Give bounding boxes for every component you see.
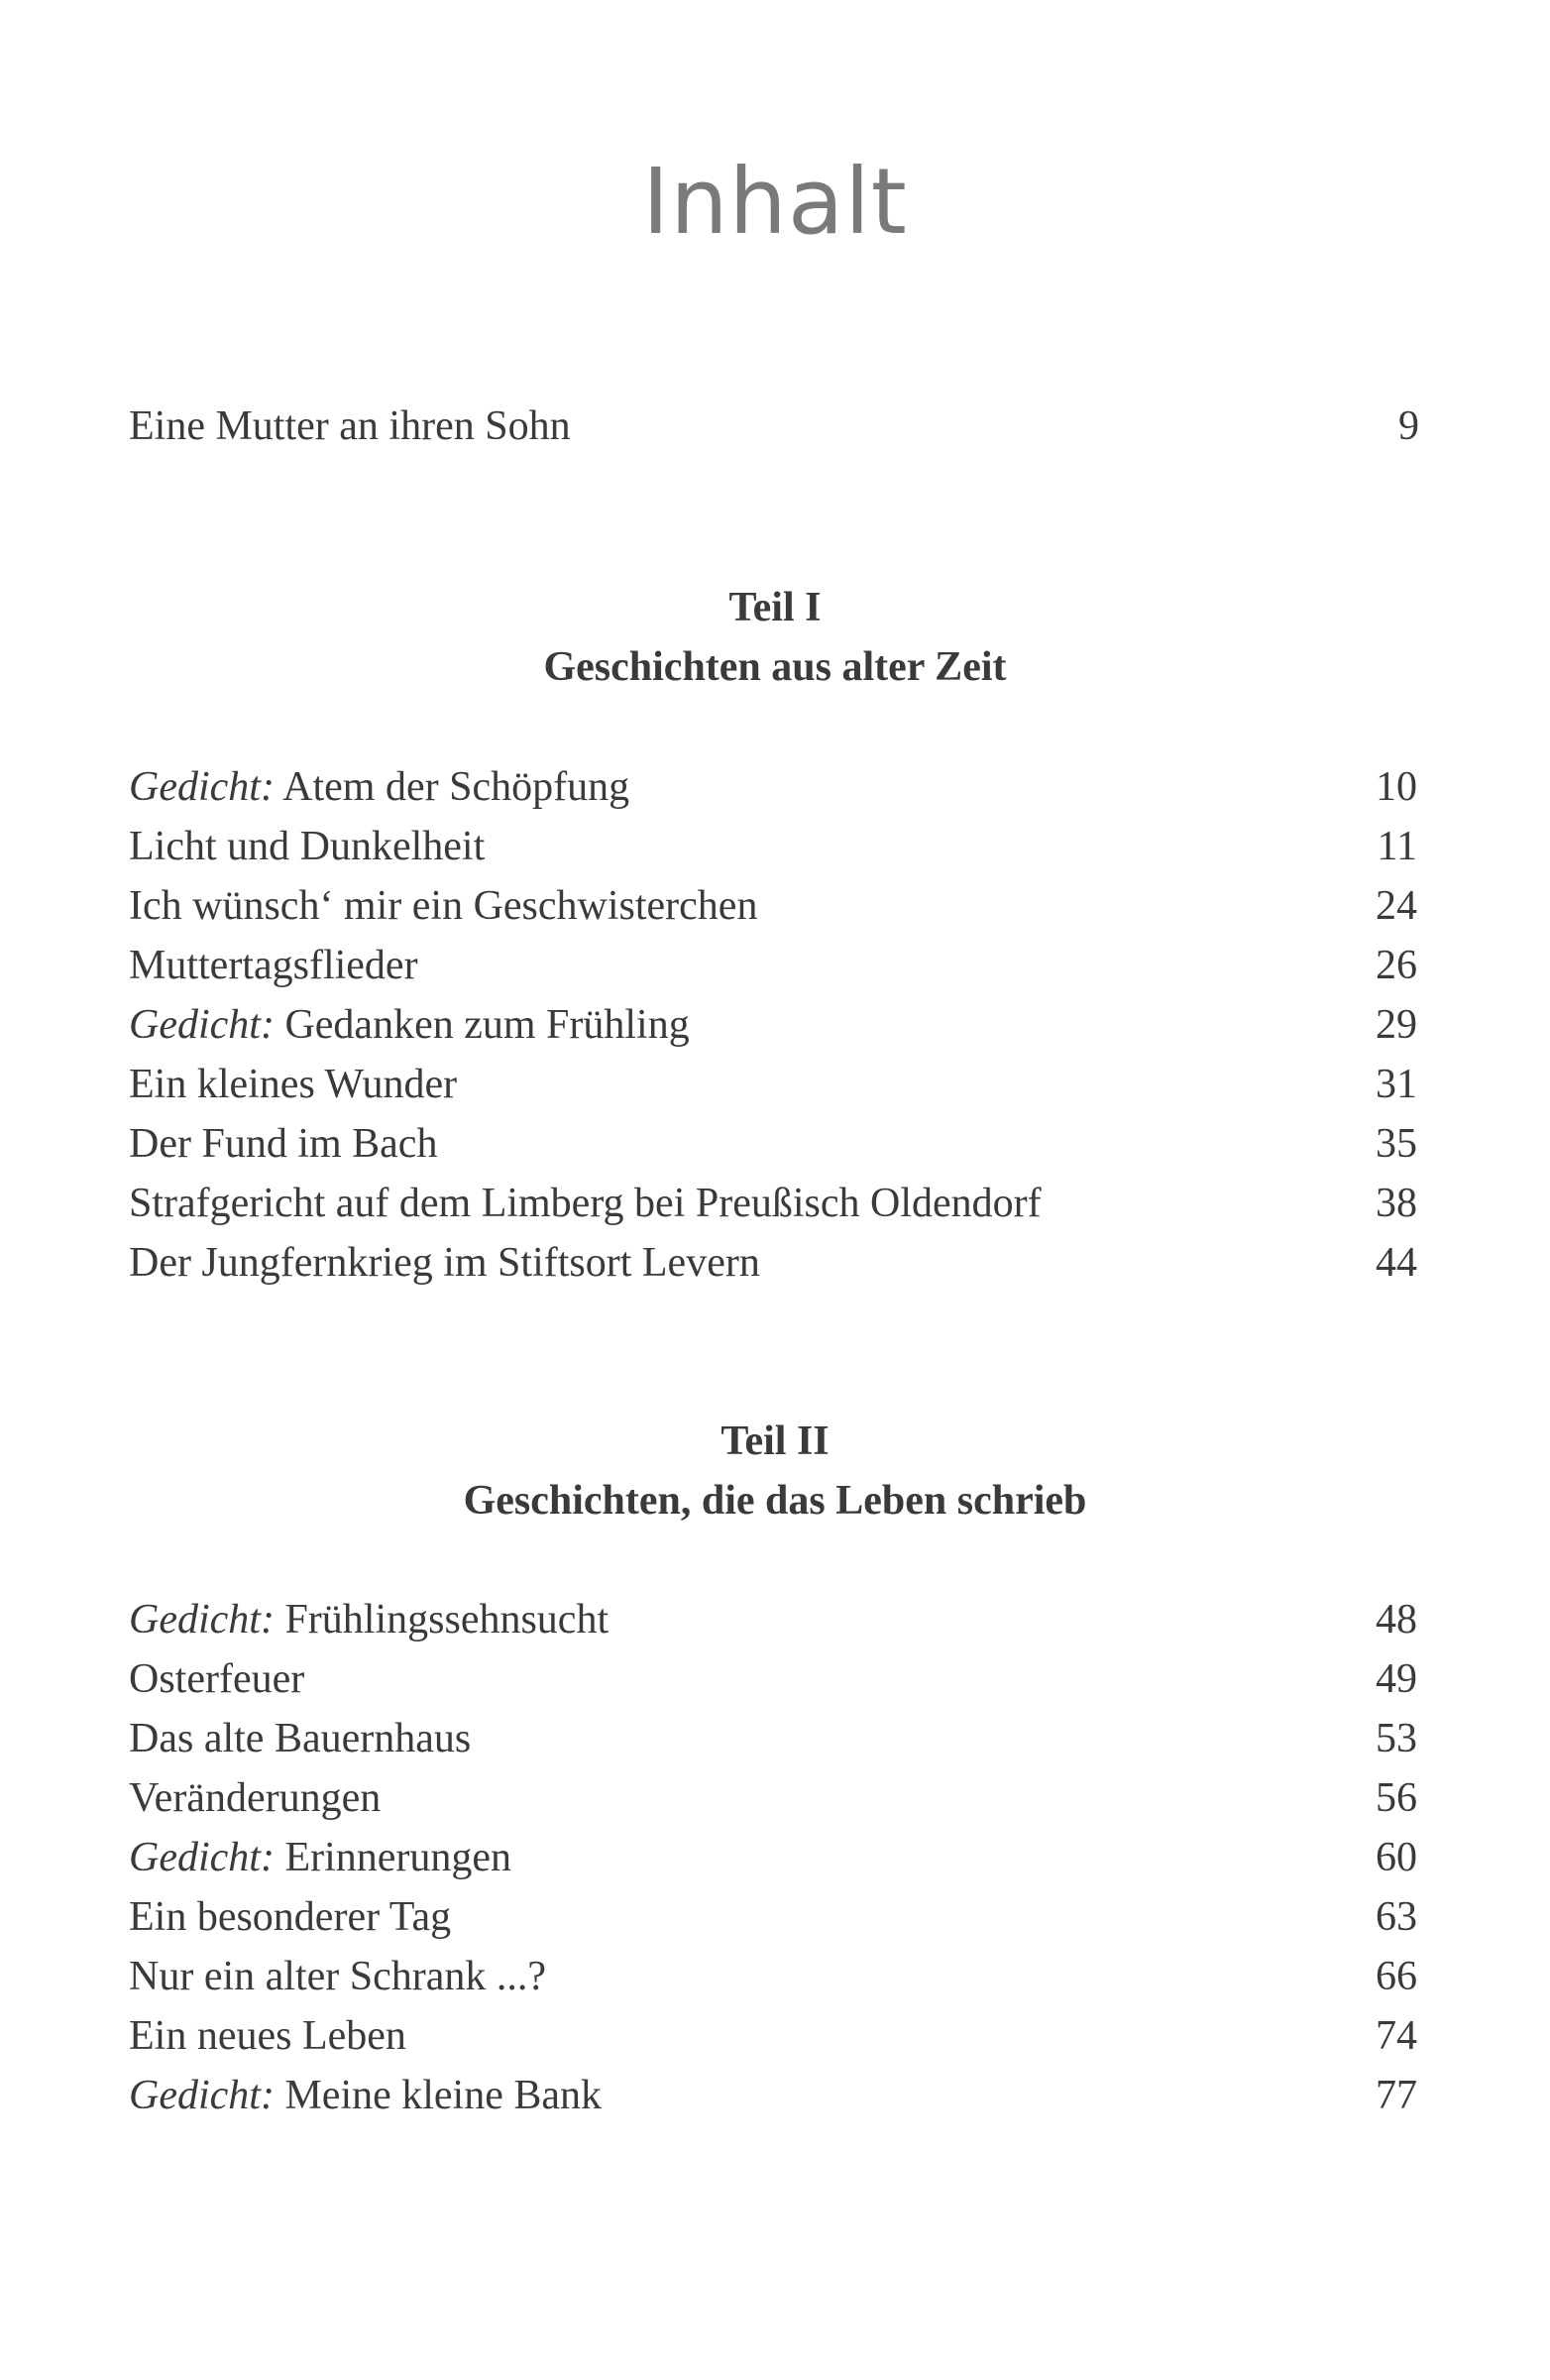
toc-entry <box>129 2008 1417 2064</box>
entry-title: Veränderungen <box>129 1775 382 1821</box>
toc-entry <box>129 878 1417 934</box>
part-2-number: Teil II <box>720 1418 830 1464</box>
toc-entry <box>129 1711 1417 1766</box>
entry-page-number: 24 <box>1376 883 1417 929</box>
entry-page-number: 35 <box>1376 1121 1417 1167</box>
entry-page-number: 9 <box>1398 403 1419 449</box>
toc-entry-intro <box>129 398 1419 454</box>
entry-page-number: 56 <box>1376 1775 1417 1821</box>
entry-page-number: 26 <box>1376 943 1417 988</box>
entry-title: Meine kleine Bank <box>284 2073 603 2118</box>
entry-page-number: 63 <box>1376 1894 1417 1940</box>
toc-entry <box>129 759 1417 815</box>
entry-title: Nur ein alter Schrank ...? <box>129 1954 547 1999</box>
entry-title: Der Jungfernkrieg im Stiftsort Levern <box>129 1240 760 1286</box>
entry-prefix: Gedicht: <box>129 2073 275 2118</box>
toc-entry <box>129 1116 1417 1172</box>
entry-prefix: Gedicht: <box>129 1835 275 1880</box>
toc-entry <box>129 2068 1417 2123</box>
entry-title: Ein besonderer Tag <box>129 1894 452 1940</box>
entry-page-number: 49 <box>1376 1656 1417 1702</box>
toc-entry <box>129 1176 1417 1231</box>
part-1-number: Teil I <box>728 585 822 630</box>
entry-page-number: 48 <box>1376 1597 1417 1643</box>
entry-page-number: 60 <box>1376 1835 1417 1880</box>
entry-title: Ein kleines Wunder <box>129 1062 458 1107</box>
entry-page-number: 44 <box>1376 1240 1417 1286</box>
entry-page-number: 31 <box>1376 1062 1417 1107</box>
entry-title: Licht und Dunkelheit <box>129 824 486 869</box>
entry-page-number: 53 <box>1376 1716 1417 1761</box>
entry-page-number: 66 <box>1376 1954 1417 1999</box>
entry-title: Eine Mutter an ihren Sohn <box>129 403 571 449</box>
toc-entry <box>129 1235 1417 1291</box>
toc-entry <box>129 1057 1417 1112</box>
entry-title: Gedanken zum Frühling <box>284 1002 690 1048</box>
toc-entry <box>129 997 1417 1053</box>
entry-page-number: 10 <box>1376 764 1417 810</box>
toc-entry <box>129 1949 1417 2004</box>
toc-entry <box>129 819 1417 874</box>
entry-title: Der Fund im Bach <box>129 1121 438 1167</box>
entry-page-number: 11 <box>1377 824 1417 869</box>
entry-page-number: 29 <box>1376 1002 1417 1048</box>
entry-title: Frühlingssehnsucht <box>284 1597 609 1643</box>
toc-entry <box>129 938 1417 993</box>
entry-title: Strafgericht auf dem Limberg bei Preußisch Oldendorf <box>129 1181 1042 1226</box>
entry-title: Das alte Bauernhaus <box>129 1716 472 1761</box>
entry-prefix: Gedicht: <box>129 764 275 810</box>
entry-title: Osterfeuer <box>129 1656 305 1702</box>
page-title: Inhalt <box>642 149 908 255</box>
toc-entry <box>129 1830 1417 1885</box>
entry-title: Ein neues Leben <box>129 2013 406 2059</box>
entry-title: Atem der Schöpfung <box>282 764 630 810</box>
toc-entry <box>129 1770 1417 1826</box>
entry-title: Erinnerungen <box>284 1835 512 1880</box>
toc-entry <box>129 1651 1417 1707</box>
toc-entry <box>129 1592 1417 1647</box>
entry-page-number: 74 <box>1376 2013 1417 2059</box>
entry-title: Ich wünsch‘ mir ein Geschwisterchen <box>129 883 758 929</box>
entry-page-number: 77 <box>1376 2073 1417 2118</box>
toc-entry <box>129 1889 1417 1945</box>
entry-title: Muttertagsflieder <box>129 943 418 988</box>
entry-prefix: Gedicht: <box>129 1597 275 1643</box>
entry-page-number: 38 <box>1376 1181 1417 1226</box>
entry-prefix: Gedicht: <box>129 1002 275 1048</box>
part-2-subtitle: Geschichten, die das Leben schrieb <box>463 1478 1087 1524</box>
part-1-subtitle: Geschichten aus alter Zeit <box>543 644 1007 690</box>
